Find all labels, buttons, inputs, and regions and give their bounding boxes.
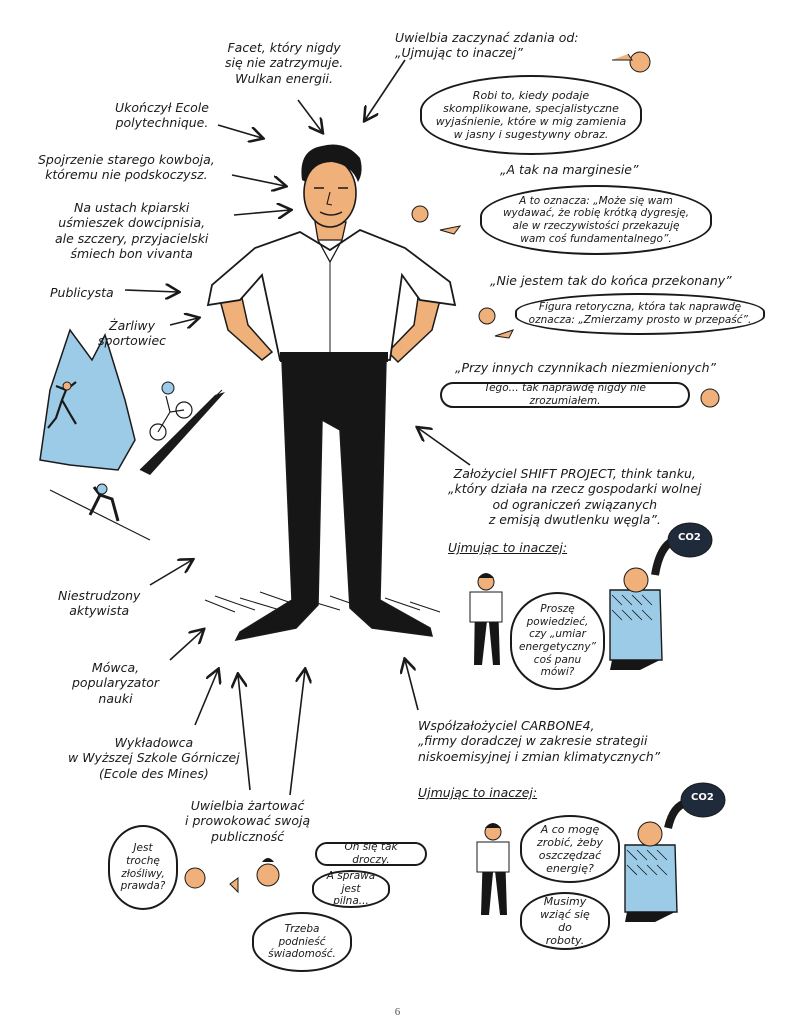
label-czynnikach: „Przy innych czynnikach niezmienionych”	[455, 360, 717, 375]
bubble-musimy: Musimy wziąć się do roboty.	[520, 892, 610, 950]
bubble-co-moge: A co mogę zrobić, żeby oszczędzać energię?	[520, 815, 620, 883]
co2-symbol-1: CO2	[678, 532, 701, 543]
label-marginesie: „A tak na marginesie”	[500, 162, 639, 177]
bubble-prosze: Proszę powiedzieć, czy „umiar energetyczny” coś panu mówi?	[510, 592, 605, 690]
bubble-droczy: On się tak droczy.	[315, 842, 427, 866]
label-mowca: Mówca, popularyzator nauki	[72, 660, 160, 706]
label-shift-project: Założyciel SHIFT PROJECT, think tanku, „który działa na rzecz gospodarki wolnej od ograniczeń związanych z emisją dwutlenku węgla”.	[448, 466, 702, 527]
mountain-climber-scene	[40, 330, 225, 540]
label-ujmujac-2: Ujmując to inaczej:	[418, 785, 538, 800]
label-usmieszek: Na ustach kpiarski uśmieszek dowcipnisia, ale szczery, przyjacielski śmiech bon vivanta	[55, 200, 209, 261]
label-przekonany: „Nie jestem tak do końca przekonany”	[490, 273, 732, 288]
bubble-figura: Figura retoryczna, która tak naprawdę oznacza: „Zmierzamy prosto w przepaść”.	[515, 293, 765, 335]
bubble-tego: Tego... tak naprawdę nigdy nie zrozumiałem.	[440, 382, 690, 408]
label-facet: Facet, który nigdy się nie zatrzymuje. Wulkan energii.	[225, 40, 344, 86]
label-spojrzenie: Spojrzenie starego kowboja, któremu nie podskoczysz.	[38, 152, 215, 183]
label-carbone4: Współzałożyciel CARBONE4, „firmy doradczej w zakresie strategii niskoemisyjnej i zmian klimatycznych”	[418, 718, 661, 764]
label-zartowac: Uwielbia żartować i prowokować swoją publiczność	[185, 798, 311, 844]
label-ecole: Ukończył Ecole polytechnique.	[115, 100, 209, 131]
label-publicysta: Publicysta	[50, 285, 114, 300]
ground-shadow	[205, 592, 440, 612]
label-ujmujac-1: Ujmując to inaczej:	[448, 540, 568, 555]
label-aktywista: Niestrudzony aktywista	[58, 588, 141, 619]
bubble-pilna: A sprawa jest pilna...	[312, 870, 390, 908]
bubble-robi: Robi to, kiedy podaje skomplikowane, specjalistyczne wyjaśnienie, które w mig zamienia w jasny i sugestywny obraz.	[420, 75, 642, 155]
label-wykladowca: Wykładowca w Wyższej Szkole Górniczej (Ecole des Mines)	[68, 735, 240, 781]
bubble-oznacza: A to oznacza: „Może się wam wydawać, że robię krótką dygresję, ale w rzeczywistości przekazuję wam coś fundamentalnego”.	[480, 185, 712, 255]
page-number: 6	[394, 1006, 401, 1018]
label-uwielbia: Uwielbia zaczynać zdania od: „Ujmując to inaczej”	[395, 30, 579, 61]
bubble-trzeba: Trzeba podnieść świadomość.	[252, 912, 352, 972]
label-sportowiec: Żarliwy sportowiec	[98, 318, 167, 349]
co2-symbol-2: CO2	[691, 792, 714, 803]
bubble-jest: Jest trochę złośliwy, prawda?	[108, 825, 178, 910]
